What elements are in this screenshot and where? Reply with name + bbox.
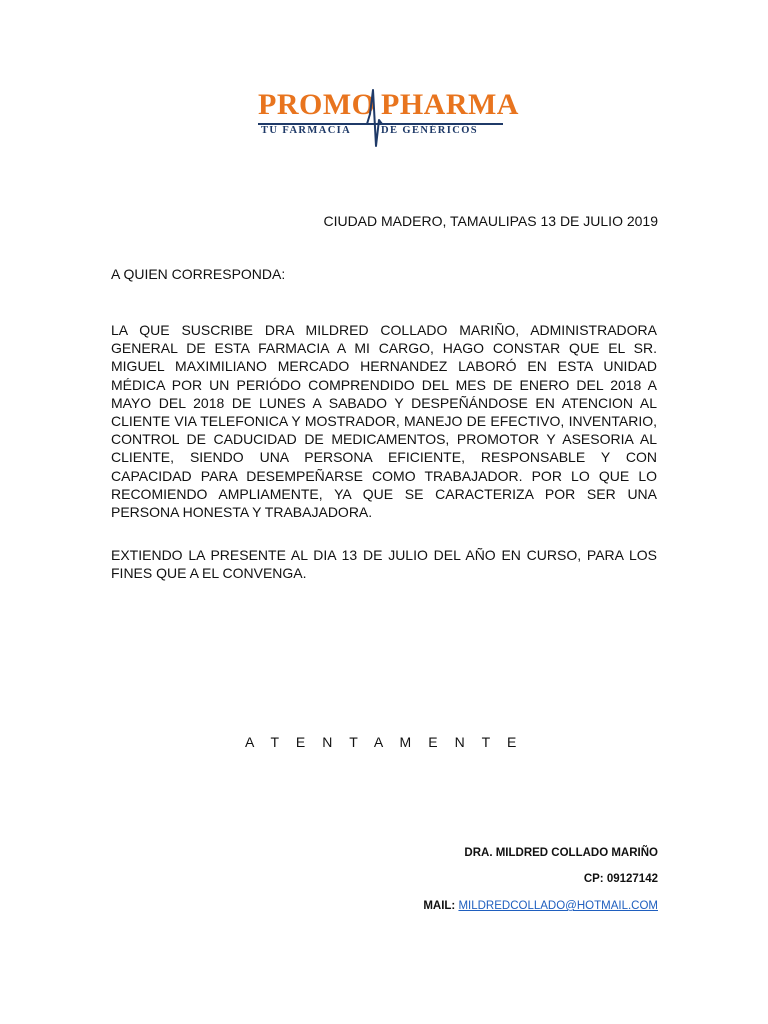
closing-phrase: A T E N T A M E N T E xyxy=(245,734,523,750)
signatory-mail xyxy=(423,899,658,913)
heartbeat-line xyxy=(360,90,387,146)
body-paragraph-1: LA QUE SUSCRIBE DRA MILDRED COLLADO MARIÑO, ADMINISTRADORA GENERAL DE ESTA FARMACIA A MI CARGO, HAGO CONSTAR QUE EL SR. MIGUEL MAXIMILIANO MERCADO HERNANDEZ LABORÓ EN ESTA UNIDAD MÉDICA POR UN PERIÓDO COMPRENDIDO DEL MES DE ENERO DEL 2018 A MAYO DEL 2018 DE LUNES A SABADO Y DESPEÑÁNDOSE EN ATENCION AL CLIENTE VIA TELEFONICA Y MOSTRADOR, MANEJO DE EFECTIVO, INVENTARIO, CONTROL DE CADUCIDAD DE MEDICAMENTOS, PROMOTOR Y ASESORIA AL CLIENTE, SIENDO UNA PERSONA EFICIENTE, RESPONSABLE Y CON CAPACIDAD PARA DESEMPEÑARSE COMO TRABAJADOR. POR LO QUE LO RECOMIENDO AMPLIAMENTE, YA QUE SE CARACTERIZA POR SER UNA PERSONA HONESTA Y TRABAJADORA. xyxy=(111,322,657,521)
mail-label: MAIL: xyxy=(423,900,456,912)
signatory-name: DRA. MILDRED COLLADO MARIÑO xyxy=(464,847,658,859)
logo-tagline-left: TU FARMACIA xyxy=(261,125,352,136)
logo-word-promo: PROMO xyxy=(258,88,376,121)
logo-tagline-right: DE GENÉRICOS xyxy=(381,125,479,136)
date-line: CIUDAD MADERO, TAMAULIPAS 13 DE JULIO 2019 xyxy=(323,213,658,229)
body-paragraph-2: EXTIENDO LA PRESENTE AL DIA 13 DE JULIO DEL AÑO EN CURSO, PARA LOS FINES QUE A EL CONVENGA. xyxy=(111,547,657,582)
signatory-cp: CP: 09127142 xyxy=(583,873,658,885)
logo-word-pharma: PHARMA xyxy=(381,88,519,121)
heartbeat-icon xyxy=(358,84,388,150)
company-logo xyxy=(258,84,519,150)
email-link[interactable]: MILDREDCOLLADO@HOTMAIL.COM xyxy=(458,900,658,912)
salutation: A QUIEN CORRESPONDA: xyxy=(111,266,286,282)
